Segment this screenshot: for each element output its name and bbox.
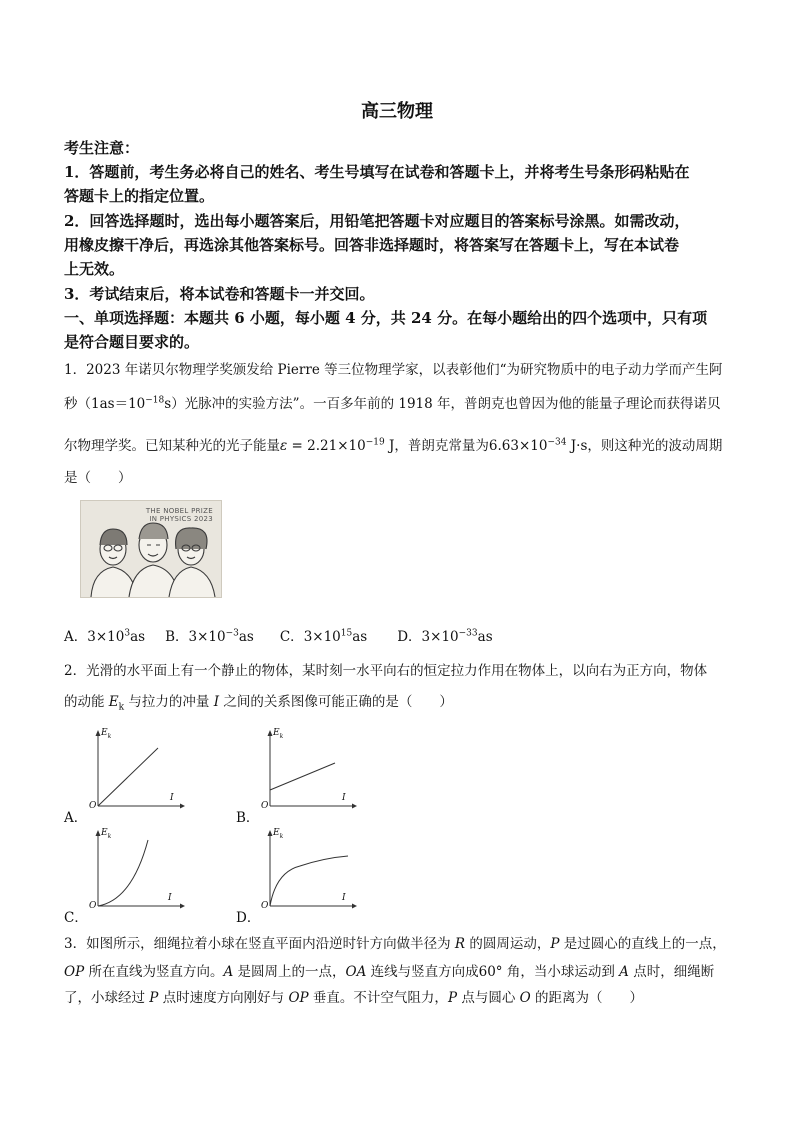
q1-line-1: 1．2023 年诺贝尔物理学奖颁发给 Pierre 等三位物理学家，以表彰他们“为研究物质中的电子动力学而产生阿 bbox=[64, 362, 723, 378]
q2-line-1: 2．光滑的水平面上有一个静止的物体，某时刻一水平向右的恒定拉力作用在物体上，以向右为正方向，物体 bbox=[64, 663, 708, 679]
q1-energy-value: = 2.21×10 bbox=[287, 438, 366, 454]
q1-option-a[interactable]: A．$3\times 10^3as$ bbox=[64, 628, 146, 645]
q1-energy-unit: J bbox=[384, 438, 395, 454]
q1-planck-exp: −34 bbox=[547, 437, 567, 448]
q1-attosecond-exp: −18 bbox=[145, 395, 165, 406]
q2-graph-b-origin: O bbox=[261, 801, 269, 811]
q1-attosecond-unit: s bbox=[164, 396, 172, 412]
notice-item-1-line-1: 1．答题前，考生务必将自己的姓名、考生号填写在试卷和答题卡上，并将考生号条形码粘贴在 bbox=[64, 163, 690, 181]
q1-epsilon: ε bbox=[280, 438, 288, 454]
q1-options bbox=[64, 625, 493, 645]
q1-line-2-b: ）光脉冲的实验方法”。一百多年前的 1918 年，普朗克也曾因为他的能量子理论而获得诺贝 bbox=[171, 396, 721, 412]
section-1-line-1: 一、单项选择题：本题共 6 小题，每小题 4 分，共 24 分。在每小题给出的四个选项中，只有项 bbox=[64, 309, 708, 327]
q1-attosecond-def: 1as＝10 bbox=[91, 396, 146, 412]
q2-option-c-label[interactable]: C． bbox=[64, 910, 88, 926]
q2-option-a-label[interactable]: A． bbox=[64, 810, 88, 826]
q1-line-3-a: 尔物理学奖。已知某种光的光子能量 bbox=[64, 438, 280, 454]
notice-heading: 考生注意： bbox=[64, 139, 140, 157]
q1-option-b[interactable]: B．$3\times 10^{-3}as$ bbox=[165, 628, 254, 645]
page-title: 高三物理 bbox=[361, 101, 433, 122]
q1-option-d[interactable]: D．$3\times 10^{-33}as$ bbox=[397, 628, 493, 645]
q2-graph-d-x-label: I bbox=[342, 893, 346, 903]
q2-line-2: 的动能 $E_k$ 与拉力的冲量 I 之间的关系图像可能正确的是（ ） bbox=[64, 694, 453, 713]
notice-item-2-line-1: 2．回答选择题时，选出每小题答案后，用铅笔把答题卡对应题目的答案标号涂黑。如需改动， bbox=[64, 212, 690, 230]
q2-graph-b-x-label: I bbox=[342, 793, 346, 803]
q2-graph-c-y-label: $E_k$ bbox=[101, 828, 112, 840]
q2-graph-a-x-label: I bbox=[170, 793, 174, 803]
q2-graph-b-y-label: $E_k$ bbox=[273, 728, 284, 740]
q3-line-3: 了，小球经过 P 点时速度方向刚好与 OP 垂直。不计空气阻力，P 点与圆心 O 的距离为（ ） bbox=[64, 990, 643, 1006]
q2-graph-c-x-label: I bbox=[168, 893, 172, 903]
q1-planck-value: 6.63×10 bbox=[488, 438, 548, 454]
q2-graph-d-origin: O bbox=[261, 901, 269, 911]
q2-option-d-label[interactable]: D． bbox=[236, 910, 261, 926]
q1-line-3-c: ，则这种光的波动周期 bbox=[587, 438, 723, 454]
q1-line-3 bbox=[64, 434, 722, 454]
notice-item-2-line-2: 用橡皮擦干净后，再选涂其他答案标号。回答非选择题时，将答案写在答题卡上，写在本试卷 bbox=[64, 236, 680, 254]
q1-planck-unit: J·s bbox=[566, 438, 588, 454]
section-1-line-2: 是符合题目要求的。 bbox=[64, 333, 200, 351]
nobel-caption: THE NOBEL PRIZE IN PHYSICS 2023 bbox=[145, 507, 213, 523]
q2-option-b-label[interactable]: B． bbox=[236, 810, 260, 826]
q3-line-1: 3．如图所示，细绳拉着小球在竖直平面内沿逆时针方向做半径为 R 的圆周运动，P 是过圆心的直线上的一点， bbox=[64, 936, 726, 952]
q2-graph-d-y-label: $E_k$ bbox=[273, 828, 284, 840]
q1-line-4: 是（ ） bbox=[64, 470, 132, 486]
q2-impulse-symbol: I bbox=[213, 694, 220, 710]
q1-line-2-a: 秒（ bbox=[64, 396, 91, 412]
q2-graph-c-origin: O bbox=[89, 901, 97, 911]
notice-item-2-line-3: 上无效。 bbox=[64, 260, 125, 278]
q2-ek-symbol: E bbox=[108, 694, 119, 710]
notice-item-3: 3．考试结束后，将本试卷和答题卡一并交回。 bbox=[64, 285, 375, 303]
q1-energy-exp: −19 bbox=[365, 437, 385, 448]
q1-line-3-b: ，普朗克常量为 bbox=[394, 438, 489, 454]
q1-option-c[interactable]: C．$3\times 10^{15}as$ bbox=[279, 628, 368, 645]
q2-graph-a-origin: O bbox=[89, 801, 97, 811]
q3-line-2: OP 所在直线为竖直方向。A 是圆周上的一点，OA 连线与竖直方向成60° 角，当小球运动到 A 点时，细绳断 bbox=[64, 964, 715, 980]
q2-graph-a-y-label: $E_k$ bbox=[101, 728, 112, 740]
nobel-laureates-image bbox=[80, 500, 222, 598]
q1-line-2 bbox=[64, 392, 721, 412]
notice-item-1-line-2: 答题卡上的指定位置。 bbox=[64, 187, 215, 205]
